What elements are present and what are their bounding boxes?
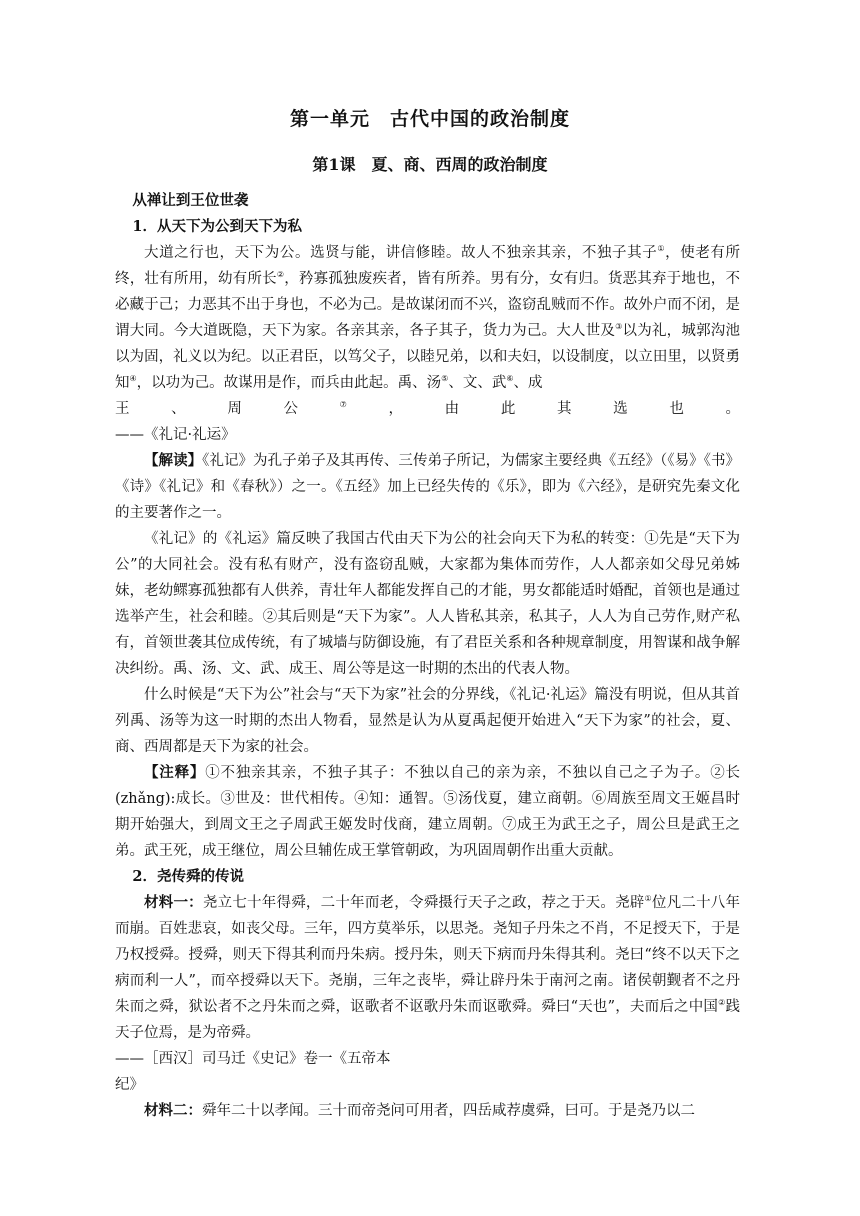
section-heading: 从禅让到王位世袭 (132, 192, 249, 209)
zhushi-para: 【注释】①不独亲其亲，不独子其子：不独以自己的亲为亲，不独以自己之子为子。②长(zhǎng):成长。③世及：世代相传。④知：通智。⑤汤伐夏，建立商朝。⑥周族至周文王姬昌时期开始强大，到周文王之子周武王姬发时伐商，建立周朝。⑦成王为武王之子，周公旦是武王之弟。武王死，成王继位，周公旦辅佐成王掌管朝政，为巩固周朝作出重大贡献。 (115, 764, 741, 859)
subsection-heading-2: 2．尧传舜的传说 (132, 868, 244, 885)
liyun-passage-end: 王、周公⑦，由此其选也。 (115, 400, 741, 417)
lesson-body (115, 188, 740, 1124)
liyun-source: ——《礼记·礼运》 (115, 427, 236, 443)
jiedu-para-1: 【解读】《礼记》为孔子弟子及其再传、三传弟子所记，为儒家主要经典《五经》（《易》《书》《诗》《礼记》和《春秋》）之一。《五经》加上已经失传的《乐》，即为《六经》，是研究先秦文化的主要著作之一。 (115, 452, 741, 521)
material-1: 材料一：尧立七十年得舜，二十年而老，令舜摄行天子之政，荐之于天。尧辟①位凡二十八年而崩。百姓悲哀，如丧父母。三年，四方莫举乐，以思尧。尧知子丹朱之不肖，不足授天下，于是乃权授舜。授舜，则天下得其利而丹朱病。授丹朱，则天下病而丹朱得其利。尧曰“终不以天下之病而利一人”，而卒授舜以天下。尧崩，三年之丧毕，舜让辟丹朱于南河之南。诸侯朝觐者不之丹朱而之舜，狱讼者不之丹朱而之舜，讴歌者不讴歌丹朱而讴歌舜。舜曰“天也”，夫而后之中国②践天子位焉，是为帝舜。 (115, 894, 741, 1041)
liyun-passage: 大道之行也，天下为公。选贤与能，讲信修睦。故人不独亲其亲，不独子其子①，使老有所终，壮有所用，幼有所长②，矜寡孤独废疾者，皆有所养。男有分，女有归。货恶其弃于地也，不必藏于己；力恶其不出于身也，不必为己。是故谋闭而不兴，盗窃乱贼而不作。故外户而不闭，是谓大同。今大道既隐，天下为家。各亲其亲，各子其子，货力为己。大人世及③以为礼，城郭沟池以为固，礼义以为纪。以正君臣，以笃父子，以睦兄弟，以和夫妇，以设制度，以立田里，以贤勇知④，以功为己。故谋用是作，而兵由此起。禹、汤⑤、文、武⑥、成 (115, 244, 741, 391)
lesson-title: 第1课 夏、商、西周的政治制度 (312, 155, 548, 174)
material-1-source-cont: 纪》 (115, 1077, 144, 1093)
material-1-source: ——［西汉］司马迁《史记》卷一《五帝本 (115, 1051, 391, 1067)
unit-title: 第一单元 古代中国的政治制度 (289, 108, 570, 130)
jiedu-para-2: 《礼记》的《礼运》篇反映了我国古代由天下为公的社会向天下为私的转变：①先是“天下为公”的大同社会。没有私有财产，没有盗窃乱贼，大家都为集体而劳作，人人都亲如父母兄弟姊妹，老幼鳏寡孤独都有人供养，青壮年人都能发挥自己的才能，男女都能适时婚配，首领也是通过选举产生，社会和睦。②其后则是“天下为家”。人人皆私其亲，私其子，人人为自己劳作,财产私有，首领世袭其位成传统，有了城墙与防御设施，有了君臣关系和各种规章制度，用智谋和战争解决纠纷。禹、汤、文、武、成王、周公等是这一时期的杰出的代表人物。 (115, 531, 740, 677)
material-2: 材料二：舜年二十以孝闻。三十而帝尧问可用者，四岳咸荐虞舜，曰可。于是尧乃以二 (144, 1102, 695, 1119)
subsection-heading-1: 1．从天下为公到天下为私 (132, 218, 302, 235)
jiedu-para-3: 什么时候是“天下为公”社会与“天下为家”社会的分界线，《礼记·礼运》篇没有明说，但从其首列禹、汤等为这一时期的杰出人物看，显然是认为从夏禹起便开始进入“天下为家”的社会，夏、商、西周都是天下为家的社会。 (115, 687, 740, 755)
